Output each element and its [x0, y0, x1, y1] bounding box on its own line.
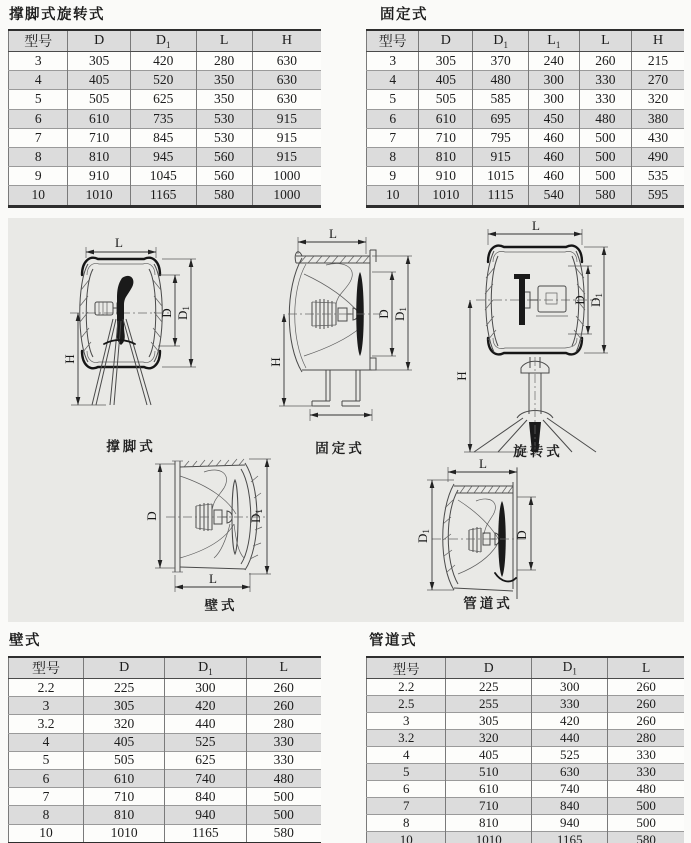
table-cell: 540	[528, 186, 579, 206]
caption-support-type: 撑脚式	[106, 439, 156, 454]
caption-fixed-type: 固定式	[315, 441, 365, 456]
table-cell: 1045	[130, 167, 196, 186]
table-row	[9, 806, 322, 824]
header-row	[9, 30, 322, 52]
table-cell: 300	[165, 679, 246, 697]
table-cell: 430	[632, 128, 684, 147]
table-cell: 260	[246, 697, 321, 715]
table-cell: 8	[9, 147, 68, 166]
table-cell: 300	[532, 679, 608, 696]
table-cell: 505	[419, 90, 473, 109]
dim-label-L: L	[209, 571, 217, 586]
fan-diagrams	[8, 218, 684, 622]
table-cell: 405	[84, 733, 165, 751]
table-row	[9, 167, 322, 186]
table-cell: 560	[196, 147, 252, 166]
table-row	[9, 715, 322, 733]
table-cell: 10	[9, 824, 84, 843]
table-cell: 8	[367, 147, 419, 166]
column-header: $D_1$	[130, 30, 196, 52]
table-cell: 710	[419, 128, 473, 147]
table-cell: 630	[252, 52, 321, 71]
column-header: $D_1$	[473, 30, 529, 52]
table-row	[367, 147, 685, 166]
table-cell: 330	[579, 71, 631, 90]
table-cell: 7	[9, 128, 68, 147]
table-row	[9, 109, 322, 128]
table-cell: 305	[419, 52, 473, 71]
dim-label-D: D	[376, 309, 391, 319]
table-cell: 5	[367, 764, 446, 781]
table-cell: 3.2	[367, 730, 446, 747]
table-cell: 215	[632, 52, 684, 71]
table-cell: 535	[632, 167, 684, 186]
table-cell: 1165	[165, 824, 246, 843]
table-cell: 300	[528, 90, 579, 109]
table-cell: 380	[632, 109, 684, 128]
table-cell: 3	[367, 713, 446, 730]
table-cell: 8	[9, 806, 84, 824]
table-cell: 4	[9, 71, 68, 90]
table-cell: 740	[532, 781, 608, 798]
table-row	[367, 167, 685, 186]
table-cell: 1165	[532, 832, 608, 843]
table-cell: 2.2	[9, 679, 84, 697]
table-row	[9, 733, 322, 751]
table-cell: 500	[608, 815, 684, 832]
table-cell: 270	[632, 71, 684, 90]
table-cell: 480	[246, 769, 321, 787]
spec-table	[366, 29, 684, 208]
table-cell: 260	[608, 679, 684, 696]
table-cell: 330	[608, 764, 684, 781]
table-cell: 3	[367, 52, 419, 71]
table-cell: 710	[446, 798, 532, 815]
table-cell: 1115	[473, 186, 529, 206]
table-cell: 6	[9, 109, 68, 128]
table-cell: 7	[367, 128, 419, 147]
table-cell: 330	[246, 733, 321, 751]
table-cell: 10	[367, 832, 446, 843]
table-cell: 525	[165, 733, 246, 751]
table-row	[9, 52, 322, 71]
table-cell: 405	[68, 71, 131, 90]
header-row	[367, 657, 685, 679]
table-cell: 10	[9, 186, 68, 206]
table-cell: 420	[532, 713, 608, 730]
table-row	[367, 696, 685, 713]
table-cell: 520	[130, 71, 196, 90]
table-row	[9, 788, 322, 806]
table-cell: 9	[9, 167, 68, 186]
table-cell: 330	[579, 90, 631, 109]
dim-label-L: L	[329, 226, 337, 241]
table-cell: 3	[9, 52, 68, 71]
table-cell: 280	[246, 715, 321, 733]
table-cell: 1015	[473, 167, 529, 186]
dim-label-D1: D1	[175, 306, 191, 320]
table-cell: 5	[367, 90, 419, 109]
table-cell: 735	[130, 109, 196, 128]
table-cell: 1010	[68, 186, 131, 206]
spec-table	[8, 29, 321, 208]
table-cell: 350	[196, 90, 252, 109]
table-cell: 450	[528, 109, 579, 128]
table-cell: 7	[9, 788, 84, 806]
table-cell: 560	[196, 167, 252, 186]
table-cell: 1010	[446, 832, 532, 843]
column-header: H	[632, 30, 684, 52]
column-header: 型号	[367, 657, 446, 679]
table-cell: 910	[68, 167, 131, 186]
table-cell: 630	[252, 90, 321, 109]
table-cell: 610	[446, 781, 532, 798]
column-header: $D_1$	[532, 657, 608, 679]
column-header: L	[608, 657, 684, 679]
table-cell: 915	[252, 128, 321, 147]
table-cell: 945	[130, 147, 196, 166]
column-header: L	[246, 657, 321, 679]
dim-label-H: H	[454, 371, 469, 381]
table-cell: 4	[367, 747, 446, 764]
dim-label-D: D	[144, 511, 159, 521]
table-cell: 490	[632, 147, 684, 166]
table-row	[9, 697, 322, 715]
table-row	[367, 764, 685, 781]
table-cell: 500	[579, 167, 631, 186]
dim-label-D: D	[514, 530, 529, 540]
table-cell: 260	[246, 679, 321, 697]
table-row	[9, 128, 322, 147]
table-cell: 260	[579, 52, 631, 71]
table-cell: 510	[446, 764, 532, 781]
column-header: L	[196, 30, 252, 52]
table-cell: 500	[579, 147, 631, 166]
table-row	[367, 186, 685, 206]
table-cell: 580	[579, 186, 631, 206]
table-cell: 305	[68, 52, 131, 71]
table-cell: 3	[9, 697, 84, 715]
column-header: D	[84, 657, 165, 679]
table-row	[367, 713, 685, 730]
table-cell: 940	[165, 806, 246, 824]
table-cell: 915	[473, 147, 529, 166]
table-cell: 4	[367, 71, 419, 90]
table-cell: 625	[130, 90, 196, 109]
table-cell: 610	[84, 769, 165, 787]
table-cell: 630	[532, 764, 608, 781]
table-cell: 710	[84, 788, 165, 806]
table-cell: 6	[367, 781, 446, 798]
table-row	[367, 730, 685, 747]
dim-label-D1: D1	[248, 509, 264, 523]
table-cell: 5	[9, 90, 68, 109]
table-cell: 1000	[252, 186, 321, 206]
table-cell: 2.5	[367, 696, 446, 713]
table-row	[9, 769, 322, 787]
column-header: 型号	[367, 30, 419, 52]
table-cell: 630	[252, 71, 321, 90]
fixed-spec-table	[366, 29, 684, 208]
table-cell: 1010	[419, 186, 473, 206]
table-row	[367, 747, 685, 764]
table-cell: 505	[84, 751, 165, 769]
table-row	[367, 832, 685, 843]
table-row	[367, 128, 685, 147]
table-cell: 940	[532, 815, 608, 832]
diagram-wall-type	[144, 459, 271, 592]
table-cell: 695	[473, 109, 529, 128]
table-row	[9, 679, 322, 697]
table-cell: 840	[532, 798, 608, 815]
caption-wall-type: 壁式	[204, 598, 238, 613]
table-row	[367, 90, 685, 109]
table-cell: 240	[528, 52, 579, 71]
table-cell: 795	[473, 128, 529, 147]
dim-label-L: L	[115, 235, 123, 250]
dim-label-D1: D1	[415, 529, 431, 543]
table-cell: 740	[165, 769, 246, 787]
table-row	[9, 824, 322, 843]
table-cell: 6	[9, 769, 84, 787]
dim-label-H: H	[268, 357, 283, 367]
section-title-duct: 管道式	[369, 633, 417, 649]
table-cell: 7	[367, 798, 446, 815]
caption-duct-type: 管道式	[463, 596, 513, 611]
spec-table	[8, 656, 321, 843]
header-row	[9, 657, 322, 679]
table-row	[367, 798, 685, 815]
table-cell: 280	[196, 52, 252, 71]
table-cell: 330	[532, 696, 608, 713]
table-cell: 500	[579, 128, 631, 147]
duct-spec-table	[366, 656, 684, 843]
table-cell: 5	[9, 751, 84, 769]
table-cell: 370	[473, 52, 529, 71]
table-cell: 6	[367, 109, 419, 128]
table-row	[367, 815, 685, 832]
table-cell: 530	[196, 128, 252, 147]
table-row	[367, 52, 685, 71]
table-cell: 710	[68, 128, 131, 147]
dim-label-D1: D1	[392, 307, 408, 321]
table-cell: 810	[84, 806, 165, 824]
section-title-fixed: 固定式	[380, 7, 428, 23]
diagram-panel	[8, 218, 684, 622]
spec-table	[366, 656, 684, 843]
table-cell: 505	[68, 90, 131, 109]
header-row	[367, 30, 685, 52]
table-cell: 460	[528, 147, 579, 166]
table-cell: 350	[196, 71, 252, 90]
table-cell: 320	[84, 715, 165, 733]
column-header: 型号	[9, 30, 68, 52]
table-row	[367, 109, 685, 128]
table-cell: 580	[196, 186, 252, 206]
table-cell: 460	[528, 128, 579, 147]
table-cell: 840	[165, 788, 246, 806]
table-cell: 330	[246, 751, 321, 769]
table-cell: 420	[130, 52, 196, 71]
section-title-support-rotary: 撑脚式旋转式	[9, 7, 105, 23]
table-row	[9, 71, 322, 90]
dim-label-H: H	[62, 354, 77, 364]
table-cell: 480	[608, 781, 684, 798]
table-cell: 810	[68, 147, 131, 166]
support-rotary-spec-table	[8, 29, 321, 208]
dim-label-L: L	[532, 218, 540, 233]
table-cell: 610	[68, 109, 131, 128]
table-cell: 1165	[130, 186, 196, 206]
table-cell: 9	[367, 167, 419, 186]
dim-label-D: D	[572, 295, 587, 305]
table-cell: 1000	[252, 167, 321, 186]
table-cell: 225	[446, 679, 532, 696]
caption-rotary-type: 旋转式	[513, 444, 563, 459]
table-cell: 4	[9, 733, 84, 751]
dim-label-D: D	[159, 308, 174, 318]
dim-label-D1: D1	[588, 293, 604, 307]
table-cell: 480	[579, 109, 631, 128]
table-cell: 910	[419, 167, 473, 186]
table-cell: 405	[446, 747, 532, 764]
table-row	[9, 186, 322, 206]
table-cell: 260	[608, 713, 684, 730]
table-cell: 320	[632, 90, 684, 109]
table-cell: 320	[446, 730, 532, 747]
table-cell: 8	[367, 815, 446, 832]
table-cell: 580	[608, 832, 684, 843]
table-cell: 2.2	[367, 679, 446, 696]
diagram-rotary-type	[454, 218, 608, 458]
table-cell: 330	[608, 747, 684, 764]
table-cell: 280	[608, 730, 684, 747]
dim-label-L: L	[479, 456, 487, 471]
column-header: 型号	[9, 657, 84, 679]
table-cell: 225	[84, 679, 165, 697]
table-cell: 500	[246, 806, 321, 824]
column-header: $L_1$	[528, 30, 579, 52]
table-cell: 3.2	[9, 715, 84, 733]
table-cell: 1010	[84, 824, 165, 843]
diagram-duct-type	[415, 456, 536, 599]
column-header: L	[579, 30, 631, 52]
table-row	[9, 751, 322, 769]
table-cell: 260	[608, 696, 684, 713]
table-cell: 440	[165, 715, 246, 733]
table-row	[9, 90, 322, 109]
section-title-wall: 壁式	[9, 633, 41, 649]
table-cell: 480	[473, 71, 529, 90]
table-cell: 810	[419, 147, 473, 166]
table-cell: 460	[528, 167, 579, 186]
table-row	[367, 781, 685, 798]
table-cell: 845	[130, 128, 196, 147]
table-row	[367, 71, 685, 90]
table-cell: 580	[246, 824, 321, 843]
table-cell: 585	[473, 90, 529, 109]
table-cell: 525	[532, 747, 608, 764]
column-header: $D_1$	[165, 657, 246, 679]
column-header: H	[252, 30, 321, 52]
table-cell: 440	[532, 730, 608, 747]
table-cell: 915	[252, 109, 321, 128]
wall-spec-table	[8, 656, 321, 843]
column-header: D	[419, 30, 473, 52]
table-cell: 530	[196, 109, 252, 128]
table-cell: 405	[419, 71, 473, 90]
table-cell: 255	[446, 696, 532, 713]
table-cell: 305	[446, 713, 532, 730]
diagram-fixed-type	[268, 226, 412, 421]
table-cell: 420	[165, 697, 246, 715]
table-cell: 500	[608, 798, 684, 815]
column-header: D	[446, 657, 532, 679]
table-cell: 625	[165, 751, 246, 769]
table-cell: 300	[528, 71, 579, 90]
table-row	[9, 147, 322, 166]
table-cell: 305	[84, 697, 165, 715]
table-row	[367, 679, 685, 696]
table-cell: 10	[367, 186, 419, 206]
table-cell: 915	[252, 147, 321, 166]
table-cell: 595	[632, 186, 684, 206]
diagram-support-type	[62, 235, 196, 405]
table-cell: 610	[419, 109, 473, 128]
table-cell: 500	[246, 788, 321, 806]
table-cell: 810	[446, 815, 532, 832]
column-header: D	[68, 30, 131, 52]
